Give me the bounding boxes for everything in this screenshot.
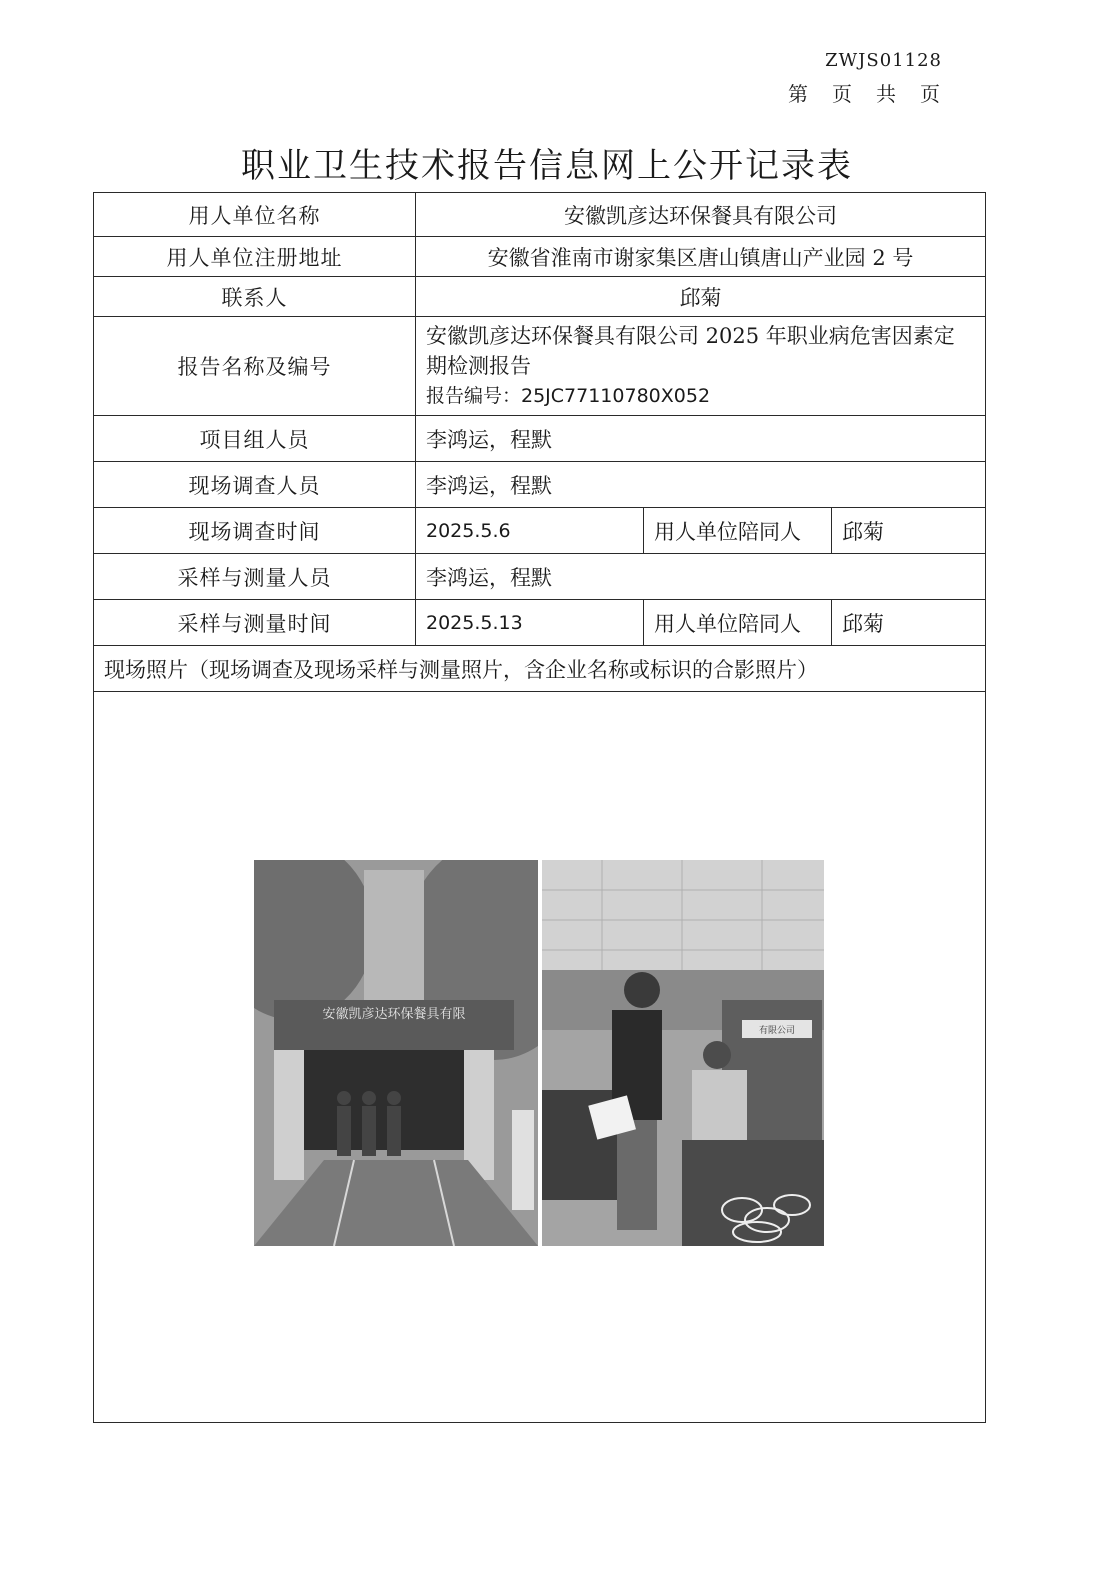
survey-staff-value: 李鸿运，程默	[416, 462, 986, 508]
site-photos	[254, 860, 824, 1246]
sampling-escort-value: 邱菊	[832, 600, 986, 646]
sampling-staff-label: 采样与测量人员	[94, 554, 416, 600]
entrance-sign-text: 安徽凯彦达环保餐具有限	[322, 1007, 466, 1022]
address-label: 用人单位注册地址	[94, 237, 416, 277]
row-survey-staff	[94, 462, 986, 508]
page-ye2: 页	[920, 82, 942, 106]
page-ye: 页	[832, 82, 854, 106]
workshop-sampling-photo	[542, 860, 824, 1246]
row-photos-label	[94, 646, 986, 692]
survey-staff-label: 现场调查人员	[94, 462, 416, 508]
row-sampling-time	[94, 600, 986, 646]
contact-value: 邱菊	[416, 277, 986, 317]
survey-time-value: 2025.5.6	[416, 508, 644, 554]
survey-escort-label: 用人单位陪同人	[644, 508, 832, 554]
sampling-staff-value: 李鸿运，程默	[416, 554, 986, 600]
photos-cell	[94, 692, 986, 1423]
entrance-group-photo	[254, 860, 538, 1246]
employer-name-label: 用人单位名称	[94, 193, 416, 237]
sampling-time-label: 采样与测量时间	[94, 600, 416, 646]
survey-escort-value: 邱菊	[832, 508, 986, 554]
page-gong: 共	[876, 82, 898, 106]
report-number: 报告编号：25JC77110780X052	[426, 385, 711, 407]
report-label: 报告名称及编号	[94, 317, 416, 416]
row-survey-time	[94, 508, 986, 554]
report-name: 安徽凯彦达环保餐具有限公司 2025 年职业病危害因素定期检测报告	[426, 324, 955, 378]
record-table	[93, 192, 986, 1423]
report-cell	[416, 317, 986, 416]
sampling-escort-label: 用人单位陪同人	[644, 600, 832, 646]
row-contact	[94, 277, 986, 317]
row-employer-name	[94, 193, 986, 237]
row-photos	[94, 692, 986, 1423]
machine-sign-text: 有限公司	[758, 1026, 796, 1036]
row-team	[94, 416, 986, 462]
survey-time-label: 现场调查时间	[94, 508, 416, 554]
page-di: 第	[788, 82, 810, 106]
document-code: ZWJS01128	[825, 50, 942, 71]
contact-label: 联系人	[94, 277, 416, 317]
row-sampling-staff	[94, 554, 986, 600]
team-label: 项目组人员	[94, 416, 416, 462]
sampling-time-value: 2025.5.13	[416, 600, 644, 646]
address-value: 安徽省淮南市谢家集区唐山镇唐山产业园 2 号	[416, 237, 986, 277]
team-value: 李鸿运，程默	[416, 416, 986, 462]
page-info	[766, 78, 942, 107]
row-address	[94, 237, 986, 277]
row-report	[94, 317, 986, 416]
employer-name-value: 安徽凯彦达环保餐具有限公司	[416, 193, 986, 237]
photos-label: 现场照片（现场调查及现场采样与测量照片，含企业名称或标识的合影照片）	[94, 646, 986, 692]
page-title: 职业卫生技术报告信息网上公开记录表	[241, 146, 853, 186]
